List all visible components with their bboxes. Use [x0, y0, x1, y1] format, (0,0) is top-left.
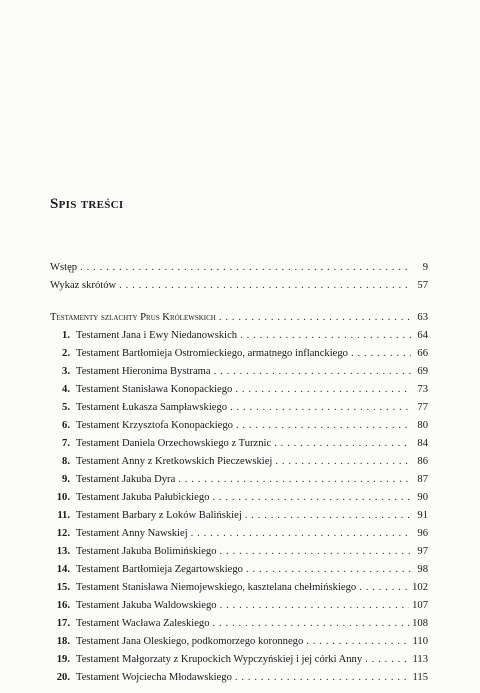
dot-leader — [274, 435, 411, 453]
dot-leader — [213, 615, 410, 633]
toc-entry[interactable] — [50, 345, 428, 363]
toc-entry-page: 108 — [412, 618, 428, 629]
toc-entry-number: 13. — [56, 546, 70, 557]
toc-entry[interactable] — [50, 507, 428, 525]
toc-entry-number: 5. — [62, 402, 70, 413]
toc-entry-number: 9. — [62, 474, 70, 485]
toc-entry[interactable] — [50, 417, 428, 435]
toc-entry-label: Testament Daniela Orzechowskiego z Turznic — [76, 438, 272, 449]
toc-entry-page: 107 — [412, 600, 428, 611]
toc-entry-label: Testament Jakuba Bolimińskiego — [76, 546, 217, 557]
toc-entry-page: 97 — [417, 546, 428, 557]
dot-leader — [80, 259, 411, 277]
toc-entry-intro[interactable] — [50, 259, 428, 277]
toc-entry-page: 64 — [417, 330, 428, 341]
toc-entry-abbreviations[interactable] — [50, 277, 428, 295]
toc-entry-number: 2. — [62, 348, 70, 359]
dot-leader — [230, 399, 411, 417]
toc-entry-page: 102 — [412, 582, 428, 593]
toc-entry-page: 98 — [417, 564, 428, 575]
toc-entry-label: Testament Małgorzaty z Krupockich Wypczyńskiej i jej córki Anny — [76, 654, 363, 665]
toc-entry-number: 8. — [62, 456, 70, 467]
toc-entry-page: 9 — [422, 262, 428, 273]
toc-entry[interactable] — [50, 327, 428, 345]
toc-entry[interactable] — [50, 579, 428, 597]
toc-entry-number: 3. — [62, 366, 70, 377]
toc-entry-number: 4. — [62, 384, 70, 395]
toc-entry-label: Testament Jana i Ewy Niedanowskich — [76, 330, 238, 341]
toc-entry-label: Testament Wacława Zaleskiego — [76, 618, 210, 629]
toc-entry-number: 17. — [56, 618, 70, 629]
dot-leader — [246, 561, 411, 579]
dot-leader — [220, 543, 412, 561]
dot-leader — [178, 471, 411, 489]
toc-entry-label: Testament Anny Nawskiej — [76, 528, 188, 539]
toc-entry[interactable] — [50, 525, 428, 543]
toc-entry-number: 15. — [56, 582, 70, 593]
page-title: Spis treści — [50, 196, 124, 212]
toc-entry-label: Testament Krzysztofa Konopackiego — [76, 420, 233, 431]
toc-entry[interactable] — [50, 669, 428, 687]
toc-entry-number: 14. — [56, 564, 70, 575]
toc-entry-page: 96 — [417, 528, 428, 539]
dot-leader — [119, 277, 411, 295]
toc-entry-page: 90 — [417, 492, 428, 503]
toc-entry-page: 84 — [417, 438, 428, 449]
toc-entry-label: Testament Jakuba Waldowskiego — [76, 600, 217, 611]
dot-leader — [191, 525, 411, 543]
dot-leader — [235, 669, 410, 687]
toc-entry-label: Wstęp — [50, 262, 78, 273]
dot-leader — [245, 507, 411, 525]
toc-entry-number: 11. — [57, 510, 70, 521]
toc-entry-label: Testament Jakuba Dyra — [76, 474, 176, 485]
toc-entry-label: Testament Łukasza Sampławskiego — [76, 402, 228, 413]
dot-leader — [240, 327, 411, 345]
toc-entry[interactable] — [50, 633, 428, 651]
toc-entry-label: Testament Stanisława Niemojewskiego, kasztelana chełmińskiego — [76, 582, 357, 593]
toc-entry-number: 10. — [56, 492, 70, 503]
toc-entry-label: Testament Jana Oleskiego, podkomorzego koronnego — [76, 636, 304, 647]
dot-leader — [212, 489, 411, 507]
toc-section-heading[interactable] — [50, 309, 428, 327]
dot-leader — [236, 417, 411, 435]
toc-entry[interactable] — [50, 363, 428, 381]
toc-entry-label: Testament Stanisława Konopackiego — [76, 384, 233, 395]
toc-entry-page: 86 — [417, 456, 428, 467]
toc-entry[interactable] — [50, 381, 428, 399]
toc-entry-page: 69 — [417, 366, 428, 377]
toc-section-label: Testamenty szlachty Prus Królewskich — [50, 312, 216, 323]
toc-entry-page: 57 — [417, 280, 428, 291]
toc-entry-page: 110 — [412, 636, 428, 647]
toc-entry-page: 73 — [417, 384, 428, 395]
toc-entry-label: Testament Barbary z Loków Balińskiej — [76, 510, 242, 521]
toc-entry-label: Testament Bartłomieja Ostromieckiego, armatnego inflanckiego — [76, 348, 348, 359]
dot-leader — [365, 651, 409, 669]
toc-entry[interactable] — [50, 615, 428, 633]
toc-entry-page: 91 — [417, 510, 428, 521]
toc-entry-number: 18. — [56, 636, 70, 647]
toc-entry-number: 19. — [56, 654, 70, 665]
toc-entry-label: Testament Jakuba Pałubickiego — [76, 492, 210, 503]
toc-entry-label: Testament Hieronima Bystrama — [76, 366, 211, 377]
toc-entry-label: Wykaz skrótów — [50, 280, 117, 291]
dot-leader — [219, 309, 411, 327]
toc-entry[interactable] — [50, 561, 428, 579]
toc-entry-label: Testament Bartłomieja Zegartowskiego — [76, 564, 243, 575]
dot-leader — [275, 453, 411, 471]
toc-entry[interactable] — [50, 471, 428, 489]
table-of-contents — [50, 259, 428, 687]
toc-entry-page: 87 — [417, 474, 428, 485]
toc-entry-label: Testament Anny z Kretkowskich Pieczewskiej — [76, 456, 273, 467]
toc-entry-number: 12. — [56, 528, 70, 539]
dot-leader — [235, 381, 411, 399]
toc-entry[interactable] — [50, 597, 428, 615]
toc-entry-list — [50, 327, 428, 687]
dot-leader — [220, 597, 410, 615]
toc-entry[interactable] — [50, 543, 428, 561]
toc-entry-label: Testament Wojciecha Młodawskiego — [76, 672, 232, 683]
toc-entry-number: 1. — [62, 330, 70, 341]
toc-entry[interactable] — [50, 651, 428, 669]
toc-entry[interactable] — [50, 489, 428, 507]
toc-entry-number: 20. — [56, 672, 70, 683]
toc-entry-page: 113 — [412, 654, 428, 665]
toc-entry[interactable] — [50, 435, 428, 453]
dot-leader — [306, 633, 409, 651]
toc-entry[interactable] — [50, 453, 428, 471]
dot-leader — [214, 363, 411, 381]
toc-entry[interactable] — [50, 399, 428, 417]
toc-entry-number: 16. — [56, 600, 70, 611]
toc-entry-number: 7. — [62, 438, 70, 449]
toc-entry-page: 80 — [417, 420, 428, 431]
toc-entry-page: 66 — [417, 348, 428, 359]
toc-entry-page: 77 — [417, 402, 428, 413]
toc-section-page: 63 — [417, 312, 428, 323]
toc-entry-number: 6. — [62, 420, 70, 431]
dot-leader — [359, 579, 409, 597]
dot-leader — [351, 345, 411, 363]
toc-entry-page: 115 — [412, 672, 428, 683]
